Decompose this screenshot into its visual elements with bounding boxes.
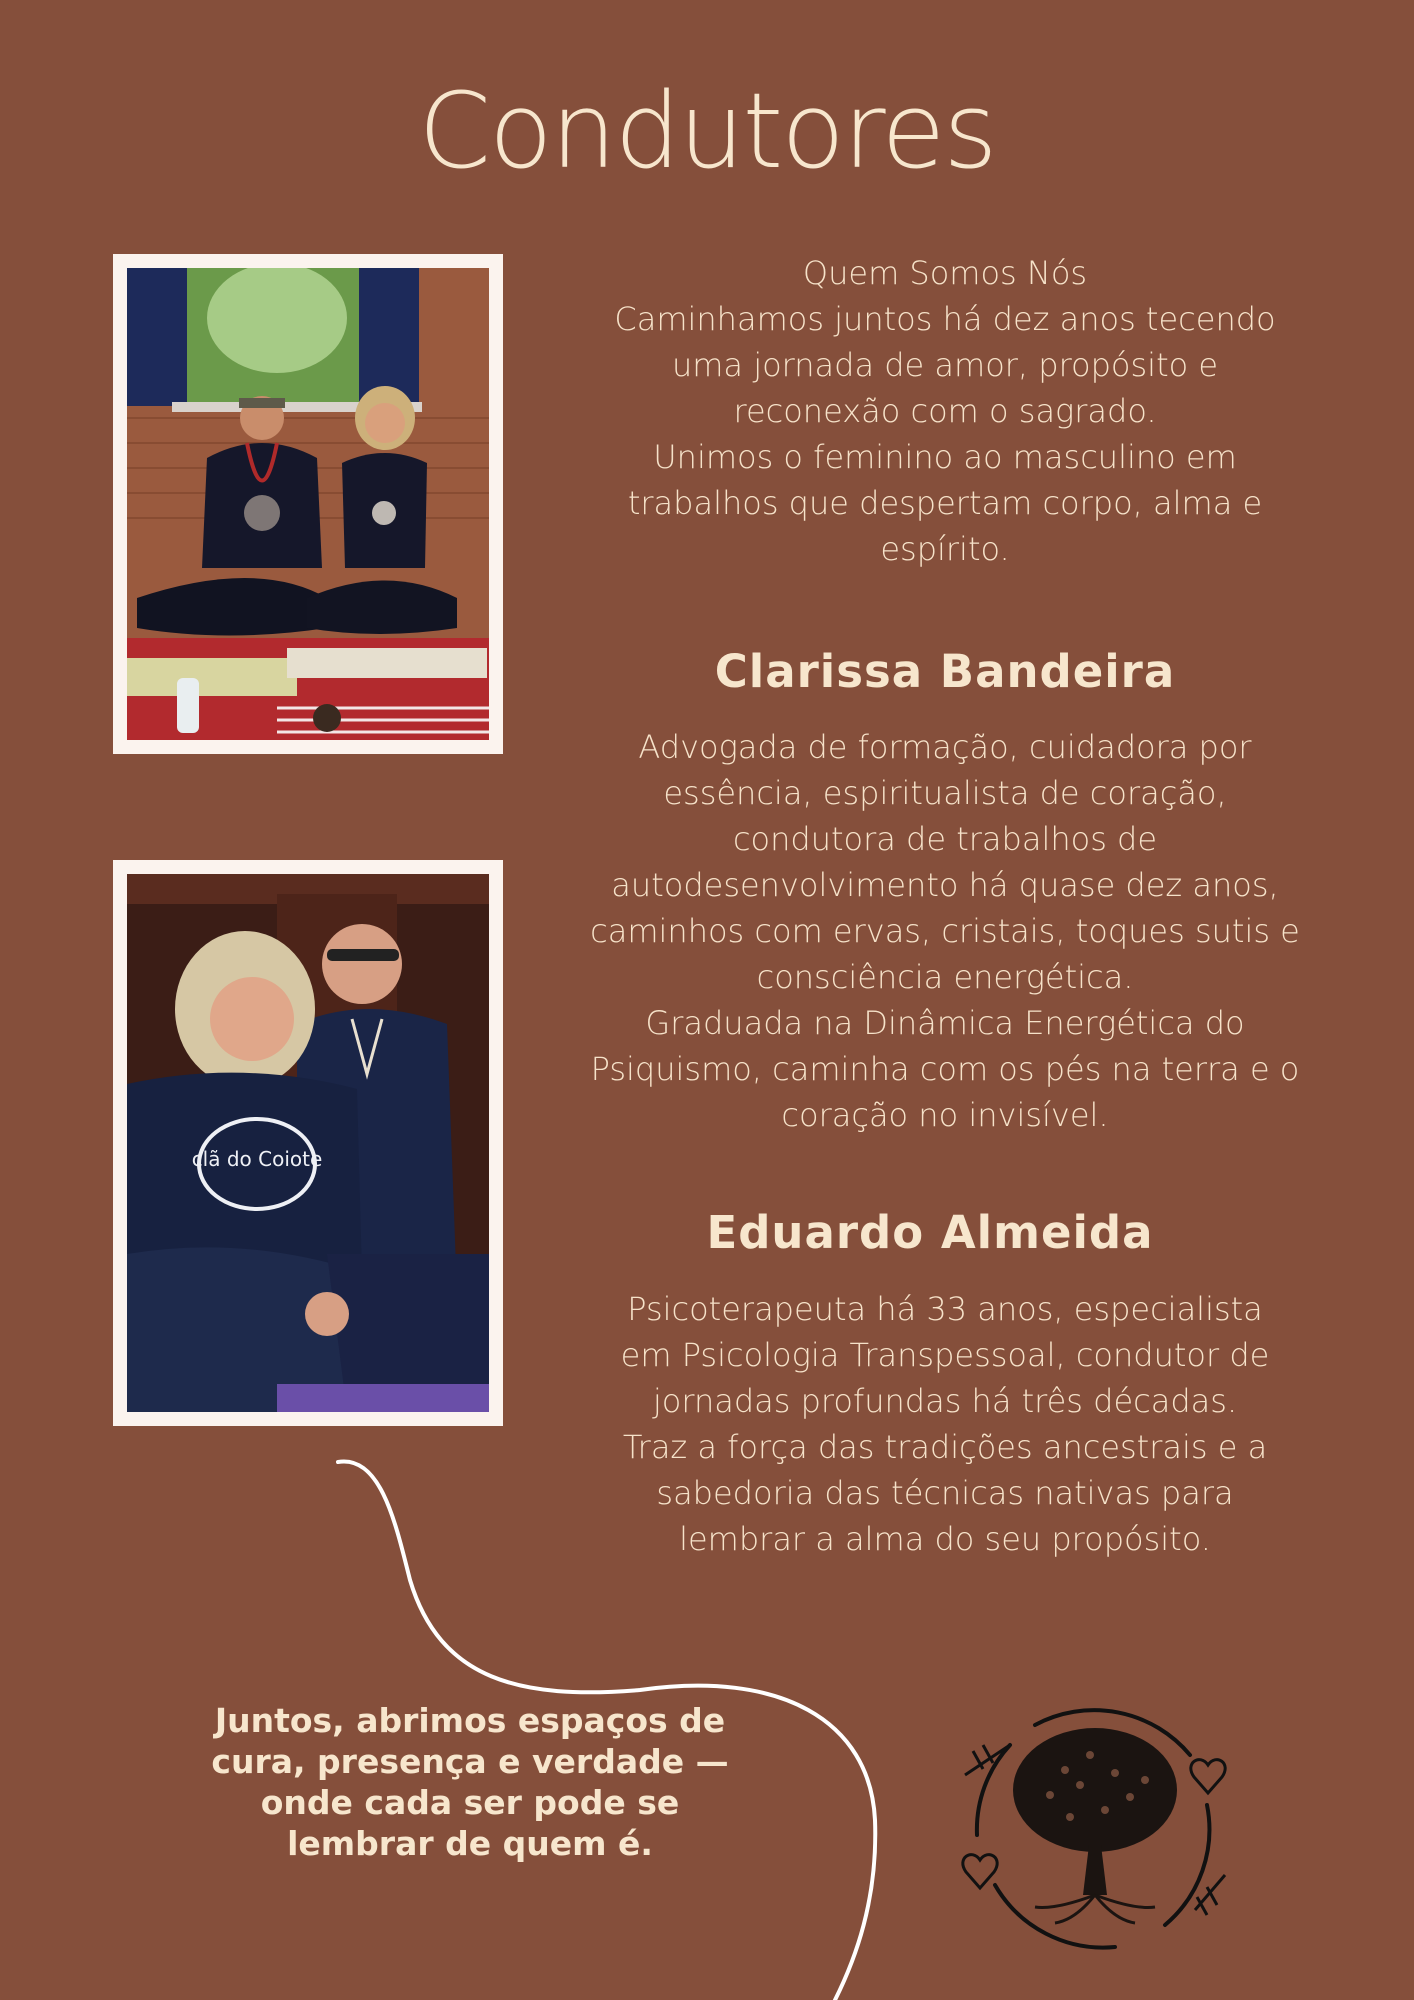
conductor-bio-eduardo: Psicoterapeuta há 33 anos, especialista em Psicologia Transpessoal, condutor de jornadas profundas há três décadas. Traz a força das tradições ancestrais e a sabedoria das técnicas nativas para lembrar a alma do seu propósito.: [620, 1290, 1270, 1558]
couple-photo-seated: [113, 254, 503, 754]
intro-text: Quem Somos Nós Caminhamos juntos há dez anos tecendo uma jornada de amor, propósito e reconexão com o sagrado. Unimos o feminino ao masculino em trabalhos que despertam corpo, alma e espírito.: [614, 254, 1276, 568]
couple-photo-seated-image: [127, 268, 489, 740]
tree-of-life-logo-icon: [955, 1685, 1235, 1965]
couple-photo-embrace-image: [127, 874, 489, 1412]
conductor-name-clarissa: Clarissa Bandeira: [714, 645, 1176, 698]
closing-statement: Juntos, abrimos espaços de cura, presença e verdade — onde cada ser pode se lembrar de quem é.: [211, 1701, 729, 1863]
conductor-name-eduardo: Eduardo Almeida: [706, 1206, 1154, 1259]
conductor-bio-clarissa: Advogada de formação, cuidadora por essência, espiritualista de coração, condutora de trabalhos de autodesenvolvimento há quase dez anos, caminhos com ervas, cristais, toques sutis e consciência energética. Graduada na Dinâmica Energética do Psiquismo, caminha com os pés na terra e o coração no invisível.: [590, 728, 1300, 1134]
page-title: Condutores: [418, 70, 996, 192]
shirt-logo-text: clã do Coiote: [191, 1147, 323, 1171]
couple-photo-embrace: [113, 860, 503, 1426]
